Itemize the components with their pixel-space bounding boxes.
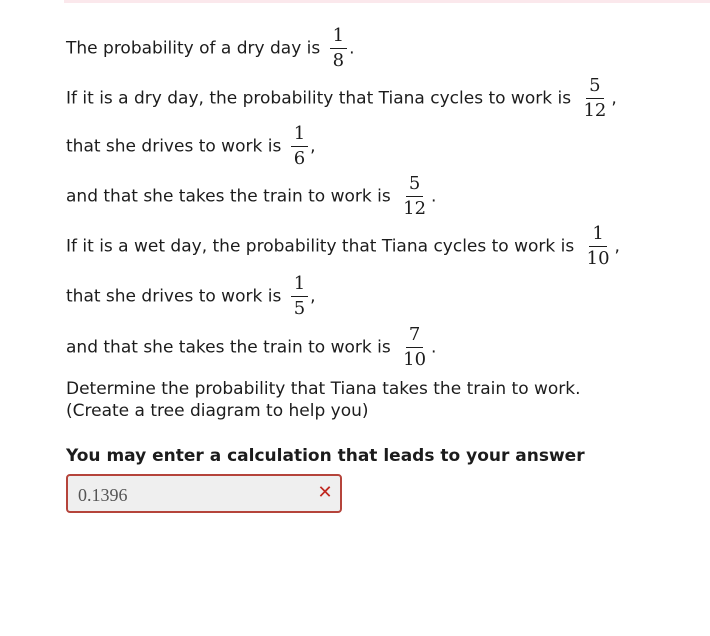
wet-cycle-sentence: If it is a wet day, the probability that Tiana cycles to work is $\frac{1}{10}$ , [66, 223, 620, 269]
dry-train-sentence: and that she takes the train to work is $\frac{5}{12}$ . [66, 173, 437, 219]
sentence-text: The probability of a dry day is [66, 38, 321, 59]
sentence-text: and that she takes the train to work is [66, 337, 391, 358]
answer-prompt: You may enter a calculation that leads to your answer [66, 446, 585, 466]
answer-input[interactable] [66, 474, 342, 513]
question-text: Determine the probability that Tiana takes the train to work. [66, 379, 581, 399]
wet-drive-sentence: that she drives to work is $\frac{1}{5}$ , [66, 273, 316, 319]
dry-drive-sentence: that she drives to work is $\frac{1}{6}$ , [66, 123, 316, 169]
fraction: $\frac{5}{12}$ [403, 173, 427, 219]
sentence-text: and that she takes the train to work is [66, 186, 391, 207]
answer-value[interactable]: 0.1396 [78, 485, 128, 505]
incorrect-cross-icon: ✕ [317, 482, 333, 503]
sentence-text: If it is a dry day, the probability that Tiana cycles to work is [66, 88, 572, 109]
dry-cycle-sentence: If it is a dry day, the probability that Tiana cycles to work is $\frac{5}{12}$ , [66, 75, 617, 121]
fraction: $\frac{1}{8}$ [330, 26, 347, 71]
top-accent-bar [64, 0, 710, 3]
hint-text: (Create a tree diagram to help you) [66, 401, 369, 421]
sentence-text: that she drives to work is [66, 136, 282, 157]
sentence-text: If it is a wet day, the probability that Tiana cycles to work is [66, 236, 575, 257]
fraction: $\frac{7}{10}$ [403, 324, 427, 370]
fraction: $\frac{5}{12}$ [583, 75, 607, 121]
fraction: $\frac{1}{10}$ [586, 223, 610, 269]
sentence-text: that she drives to work is [66, 286, 282, 307]
fraction: $\frac{1}{6}$ [291, 124, 308, 169]
dry-day-sentence: The probability of a dry day is $\frac{1}{8}$ . [66, 25, 355, 71]
fraction: $\frac{1}{5}$ [291, 274, 308, 319]
wet-train-sentence: and that she takes the train to work is $\frac{7}{10}$ . [66, 324, 437, 370]
